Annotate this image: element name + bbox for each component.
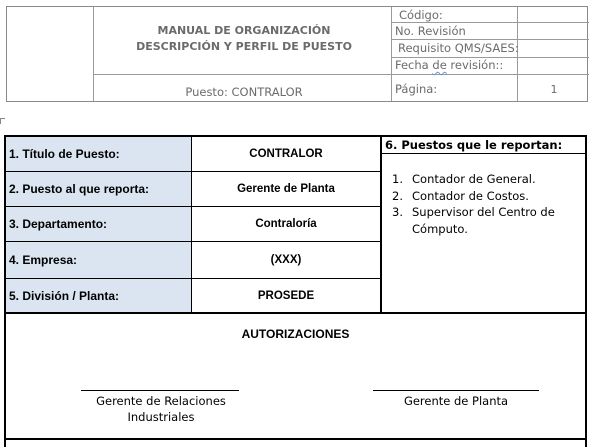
signature-line-right — [373, 390, 539, 391]
revision-label: No. Revisión — [395, 24, 466, 38]
requisito-label: Requisito QMS/SAES: — [398, 41, 519, 55]
title-line-1: MANUAL DE ORGANIZACIÓN — [157, 24, 331, 37]
header-divider — [93, 7, 94, 101]
list-item — [382, 188, 585, 205]
field-label-reporta: 2. Puesto al que reporta: — [6, 172, 191, 207]
list-text: Contador de Costos. — [412, 188, 529, 203]
list-number: 2. — [392, 188, 403, 203]
job-profile-form — [4, 135, 587, 447]
signer-gerente-planta: Gerente de Planta — [403, 394, 509, 408]
field-value-reporta: Gerente de Planta — [192, 172, 380, 207]
section-divider — [6, 312, 585, 314]
header-divider — [391, 22, 589, 23]
field-label-empresa: 4. Empresa: — [6, 242, 191, 279]
field-value-titulo: CONTRALOR — [192, 137, 380, 172]
fecha-de-word: de — [432, 58, 447, 72]
pagina-label: Página: — [395, 82, 438, 96]
fecha-revision-label — [395, 58, 503, 72]
fecha-word: Fecha — [395, 58, 429, 72]
section-divider — [6, 438, 585, 440]
field-label-departamento: 3. Departamento: — [6, 207, 191, 242]
field-label-division: 5. División / Planta: — [6, 279, 191, 312]
list-number: 3. — [392, 205, 403, 219]
list-number: 1. — [392, 172, 403, 186]
signer-relaciones-industriales: Gerente de Relaciones Industriales — [96, 394, 226, 424]
authorizations-title: AUTORIZACIONES — [241, 327, 350, 341]
document-title — [96, 23, 392, 55]
list-text: Contador de General. — [412, 172, 536, 186]
field-label-titulo: 1. Título de Puesto: — [6, 137, 191, 172]
title-line-2: DESCRIPCIÓN Y PERFIL DE PUESTO — [136, 40, 352, 53]
field-value-division: PROSEDE — [257, 289, 315, 302]
field-value-empresa: (XXX) — [192, 242, 380, 279]
paragraph-anchor-icon — [0, 118, 5, 124]
signature-line-left — [81, 390, 239, 391]
header-puesto: Puesto: CONTRALOR — [185, 85, 303, 99]
reports-title: 6. Puestos que le reportan: — [382, 137, 585, 154]
reports-list — [382, 171, 585, 237]
field-value-departamento: Contraloría — [192, 207, 380, 242]
document-header — [6, 6, 588, 102]
fecha-revision-word: revisión:: — [446, 58, 504, 72]
pagina-value: 1 — [550, 83, 558, 96]
list-item — [382, 204, 585, 237]
list-item — [382, 171, 585, 188]
header-divider — [391, 39, 589, 40]
codigo-label: Código: — [399, 8, 443, 22]
header-divider — [93, 74, 589, 75]
list-text: Supervisor del Centro de Cómputo. — [412, 205, 555, 236]
